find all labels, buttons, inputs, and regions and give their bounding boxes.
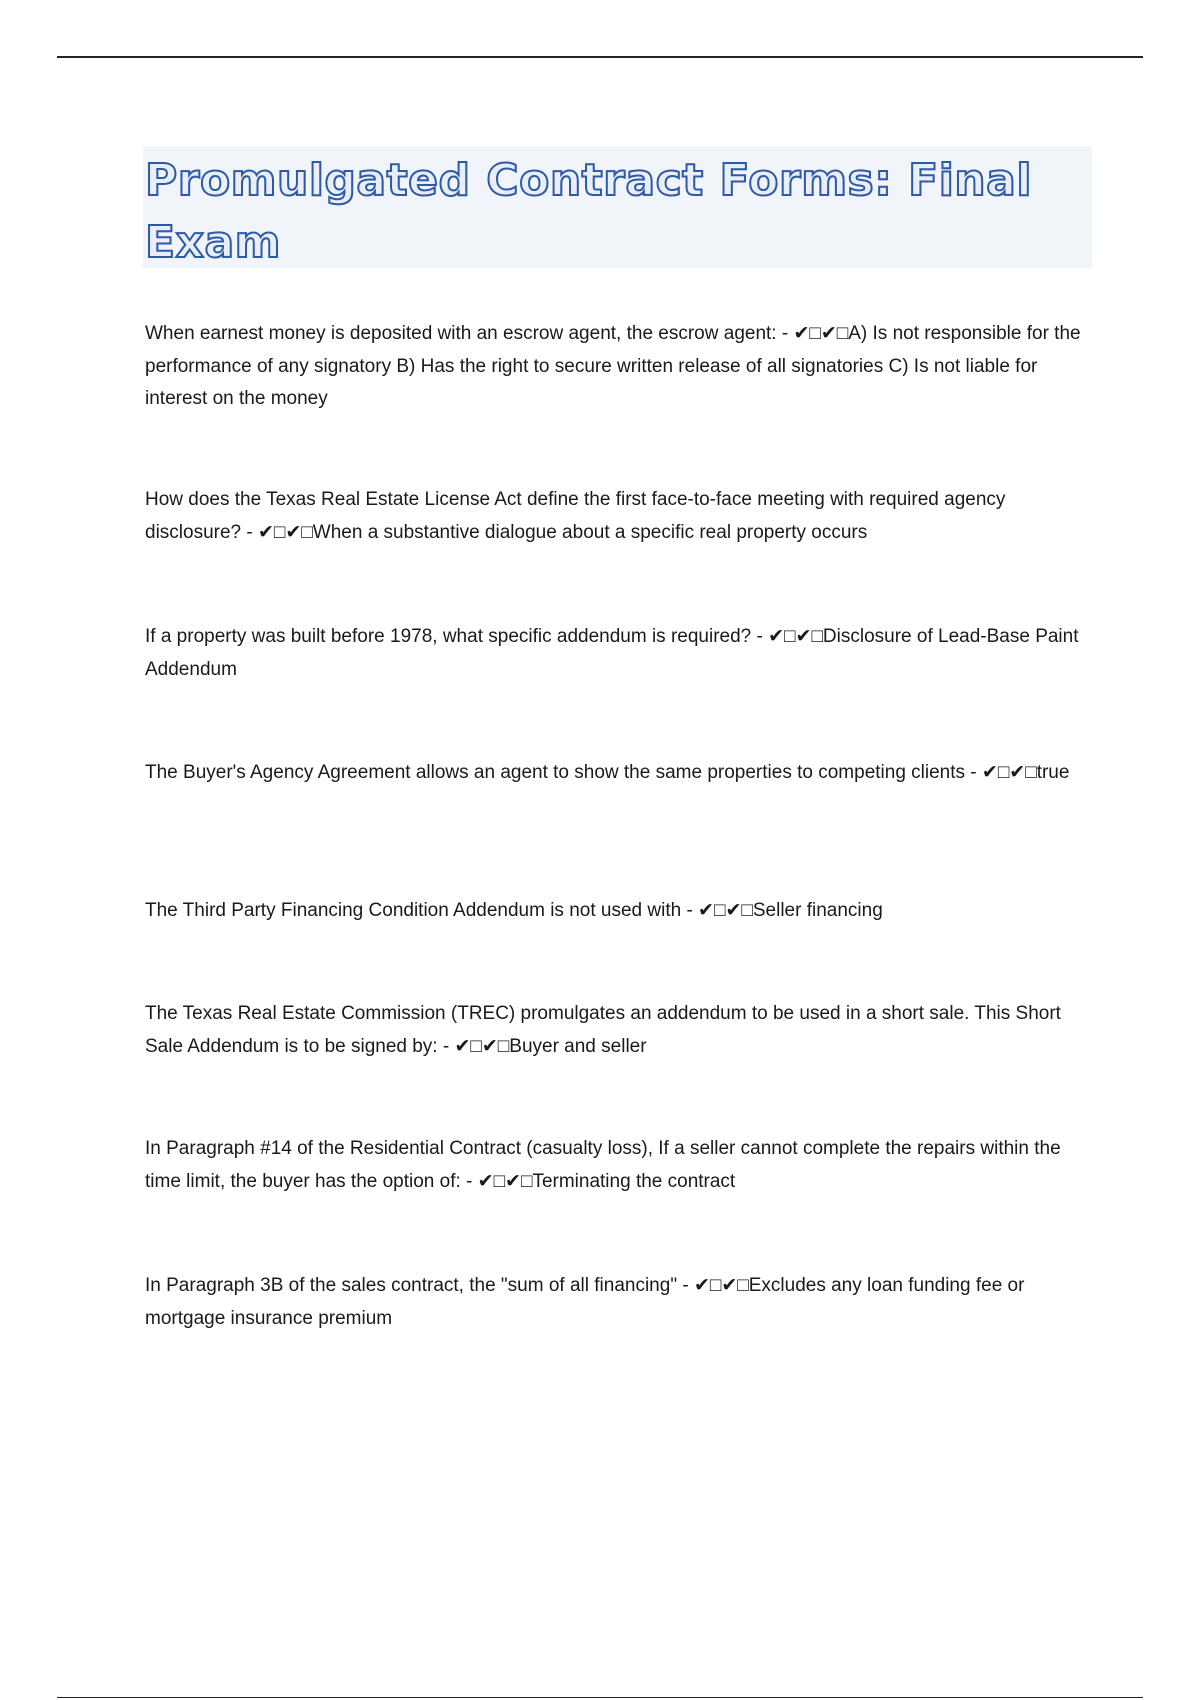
question-answer-item: If a property was built before 1978, what specific addendum is required? - ✔□✔□Disclosure of Lead-Base Paint Addendum bbox=[145, 626, 1079, 680]
question-answer-item: The Buyer's Agency Agreement allows an agent to show the same properties to competing clients - ✔□✔□true bbox=[145, 762, 1070, 783]
document-title: Promulgated Contract Forms: Final Exam bbox=[145, 155, 1032, 268]
header-rule bbox=[57, 56, 1143, 58]
title-banner bbox=[143, 146, 1092, 268]
question-answer-item: In Paragraph 3B of the sales contract, the "sum of all financing" - ✔□✔□Excludes any loan funding fee or mortgage insurance premium bbox=[145, 1275, 1025, 1329]
question-answer-item: The Third Party Financing Condition Addendum is not used with - ✔□✔□Seller financing bbox=[145, 900, 883, 921]
question-answer-item: In Paragraph #14 of the Residential Contract (casualty loss), If a seller cannot complete the repairs within the time limit, the buyer has the option of: - ✔□✔□Terminating the contract bbox=[145, 1138, 1061, 1192]
question-answer-item: How does the Texas Real Estate License Act define the first face-to-face meeting with required agency disclosure? - ✔□✔□When a substantive dialogue about a specific real property occurs bbox=[145, 489, 1006, 543]
question-answer-item: The Texas Real Estate Commission (TREC) promulgates an addendum to be used in a short sale. This Short Sale Addendum is to be signed by: - ✔□✔□Buyer and seller bbox=[145, 1003, 1061, 1057]
question-answer-item: When earnest money is deposited with an escrow agent, the escrow agent: - ✔□✔□A) Is not responsible for the performance of any signatory B) Has the right to secure written release of all signatories C) Is not liable for interest on the money bbox=[145, 323, 1081, 409]
footer-rule bbox=[57, 1697, 1143, 1698]
